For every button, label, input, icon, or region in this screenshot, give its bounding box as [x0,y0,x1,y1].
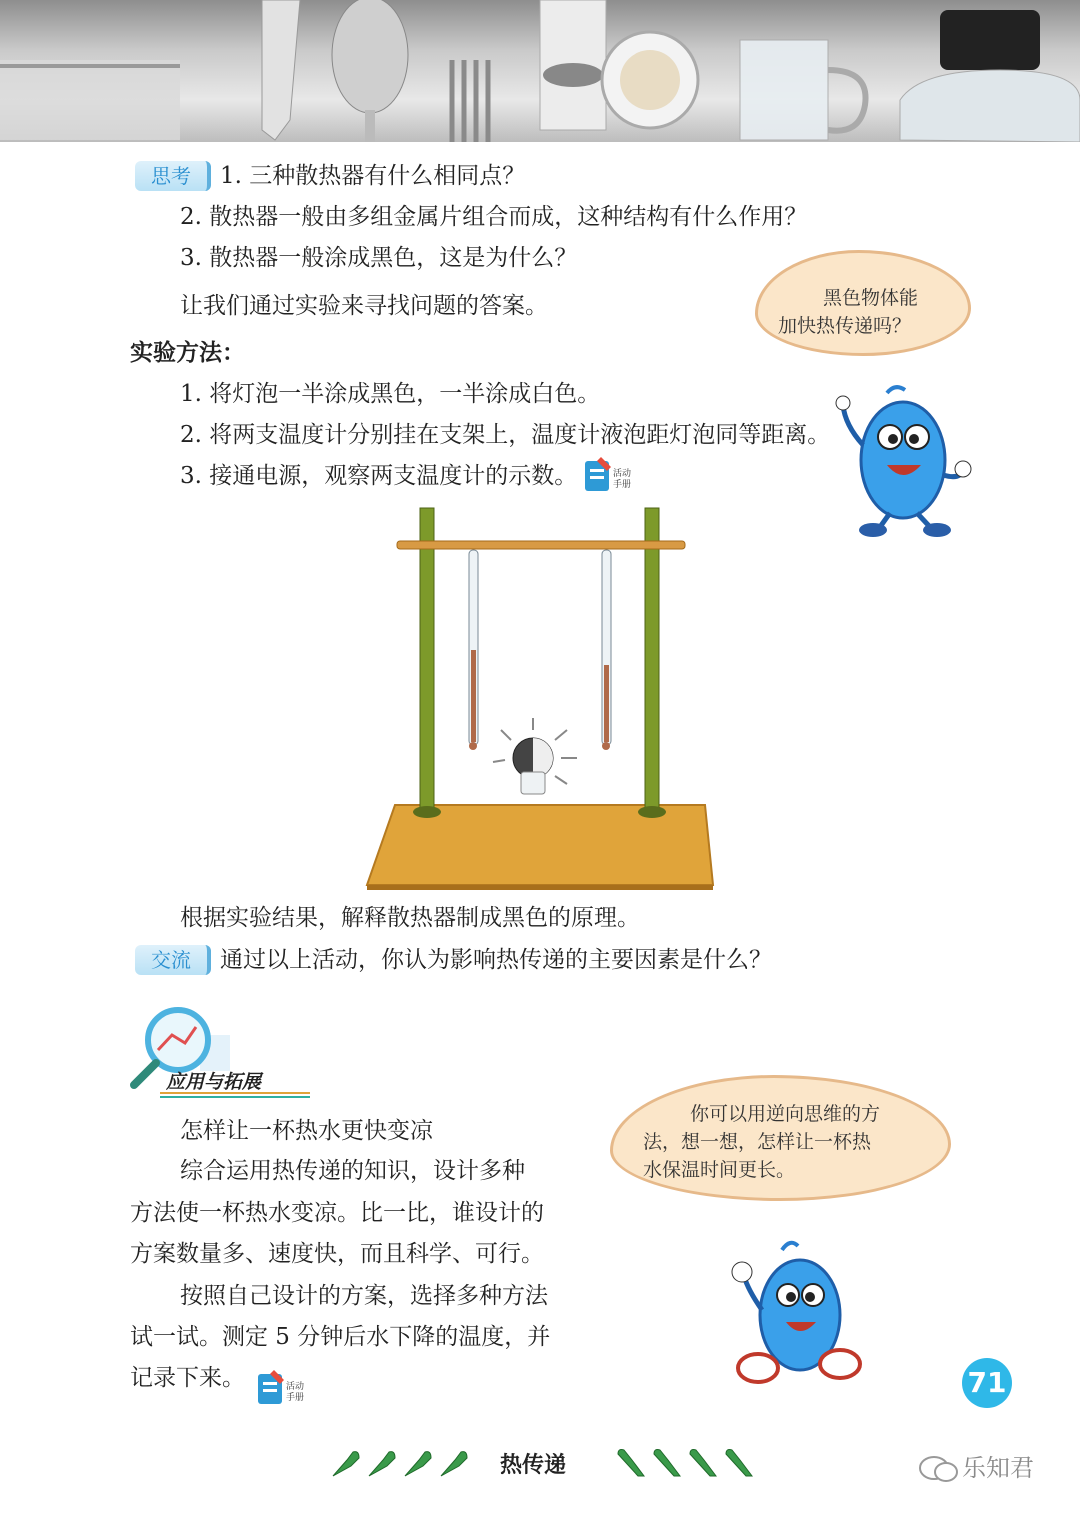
footer-leaf-left-icon [325,1446,475,1482]
footer-leaf-right-icon [612,1446,762,1482]
activity-handbook-icon[interactable] [583,455,633,493]
mascot-waving-icon [728,1240,868,1390]
method-title: 实验方法： [130,339,245,366]
handbook-label [613,469,631,491]
bubble2-line1: 你可以用逆向思维的方 [690,1103,881,1125]
exchange-tag: 交流 [135,945,211,975]
method-step-2: 2. 将两支温度计分别挂在支架上，温度计液泡距灯泡同等距离。 [180,422,831,448]
exchange-text: 通过以上活动，你认为影响热传递的主要因素是什么？ [220,947,772,973]
handbook-label-b [286,1382,304,1404]
apply-para2-line2: 试一试。测定 5 分钟后水下降的温度，并 [130,1324,551,1350]
apply-para1-line1: 综合运用热传递的知识，设计多种 [180,1158,525,1184]
handbook-label-b2: 手册 [286,1393,305,1403]
wechat-icon [918,1454,960,1484]
tableware-illustration [0,0,1080,142]
apply-heading: 应用与拓展 [166,1071,262,1093]
think-question-2: 2. 散热器一般由多组金属片组合而成，这种结构有什么作用？ [180,204,808,230]
header-banner [0,0,1080,142]
watermark-text: 乐知君 [962,1454,1034,1482]
apply-subtitle: 怎样让一杯热水更快变凉 [180,1118,433,1144]
think-lead: 让我们通过实验来寻找问题的答案。 [180,293,548,319]
mascot-pointing-icon [835,385,975,540]
handbook-label-b1: 活动 [286,1382,305,1392]
bubble1-line1: 黑色物体能 [823,287,919,309]
apply-para2-line3: 记录下来。 [130,1365,245,1391]
activity-handbook-icon-2[interactable] [256,1368,306,1406]
conclusion-text: 根据实验结果，解释散热器制成黑色的原理。 [180,905,640,931]
bubble2-line3: 水保温时间更长。 [643,1159,796,1181]
apply-para2-line1: 按照自己设计的方案，选择多种方法 [180,1283,548,1309]
footer-title: 热传递 [500,1453,567,1478]
page-number: 71 [962,1358,1012,1408]
bubble2-line2: 法，想一想，怎样让一杯热 [643,1131,872,1153]
method-step-1: 1. 将灯泡一半涂成黑色，一半涂成白色。 [180,381,601,407]
experiment-apparatus-illustration [365,500,720,890]
think-tag: 思考 [135,161,211,191]
handbook-label-2: 手册 [613,480,632,490]
apply-para1-line2: 方法使一杯热水变凉。比一比，谁设计的 [130,1200,544,1226]
handbook-label-1: 活动 [613,469,632,479]
think-question-1: 1. 三种散热器有什么相同点？ [220,163,526,189]
think-question-3: 3. 散热器一般涂成黑色，这是为什么？ [180,245,578,271]
bubble1-line2: 加快热传递吗？ [778,315,912,337]
apply-para1-line3: 方案数量多、速度快，而且科学、可行。 [130,1241,544,1267]
method-step-3: 3. 接通电源，观察两支温度计的示数。 [180,463,578,489]
